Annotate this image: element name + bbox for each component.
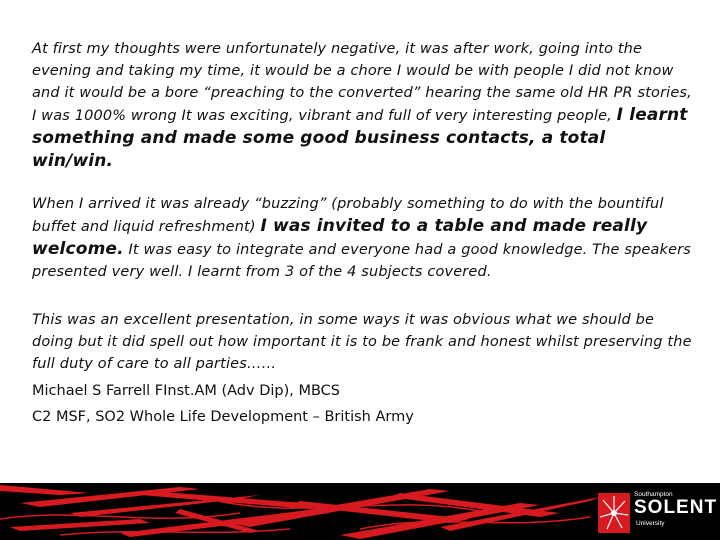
logo-text-solent: SOLENT xyxy=(634,497,718,518)
paragraph-first-thoughts xyxy=(32,38,692,173)
logo-text-university: University xyxy=(636,520,665,527)
footer-banner xyxy=(0,483,720,540)
paragraph-1-text: At first my thoughts were unfortunately negative, it was after work, going into the evening and taking my time, it would be a chore I would be with people I did not know and it would be a bore “preaching to the converted” hearing the same old HR PR stories, I was 1000% wrong It was exciting, vibrant and full of very interesting people, xyxy=(32,41,692,124)
logo-text-southampton: Southampton xyxy=(634,491,673,498)
paragraph-arrival xyxy=(32,193,692,283)
paragraph-2-text-after: It was easy to integrate and everyone had a good knowledge. The speakers presented very well. I learnt from 3 of the 4 subjects covered. xyxy=(32,242,691,280)
paragraph-presentation xyxy=(32,309,692,375)
logo-star-mark xyxy=(598,493,630,533)
testimonial-content xyxy=(32,38,692,430)
paragraph-1-emphasis: I learnt something and made some good business contacts, a total win/win. xyxy=(32,105,688,171)
paragraph-2-emphasis: I was invited to a table and made really welcome. xyxy=(32,216,648,259)
paragraph-2-text-before: When I arrived it was already “buzzing” (probably something to do with the bountiful buffet and liquid refreshment) xyxy=(32,196,664,235)
solent-university-logo xyxy=(598,491,718,537)
signature-name: Michael S Farrell FInst.AM (Adv Dip), MBCS xyxy=(32,383,341,399)
signature-title: C2 MSF, SO2 Whole Life Development – British Army xyxy=(32,409,414,425)
paragraph-3-text: This was an excellent presentation, in some ways it was obvious what we should be doing but it did spell out how important it is to be frank and honest whilst preserving the full duty of care to all parties…… xyxy=(32,312,692,372)
